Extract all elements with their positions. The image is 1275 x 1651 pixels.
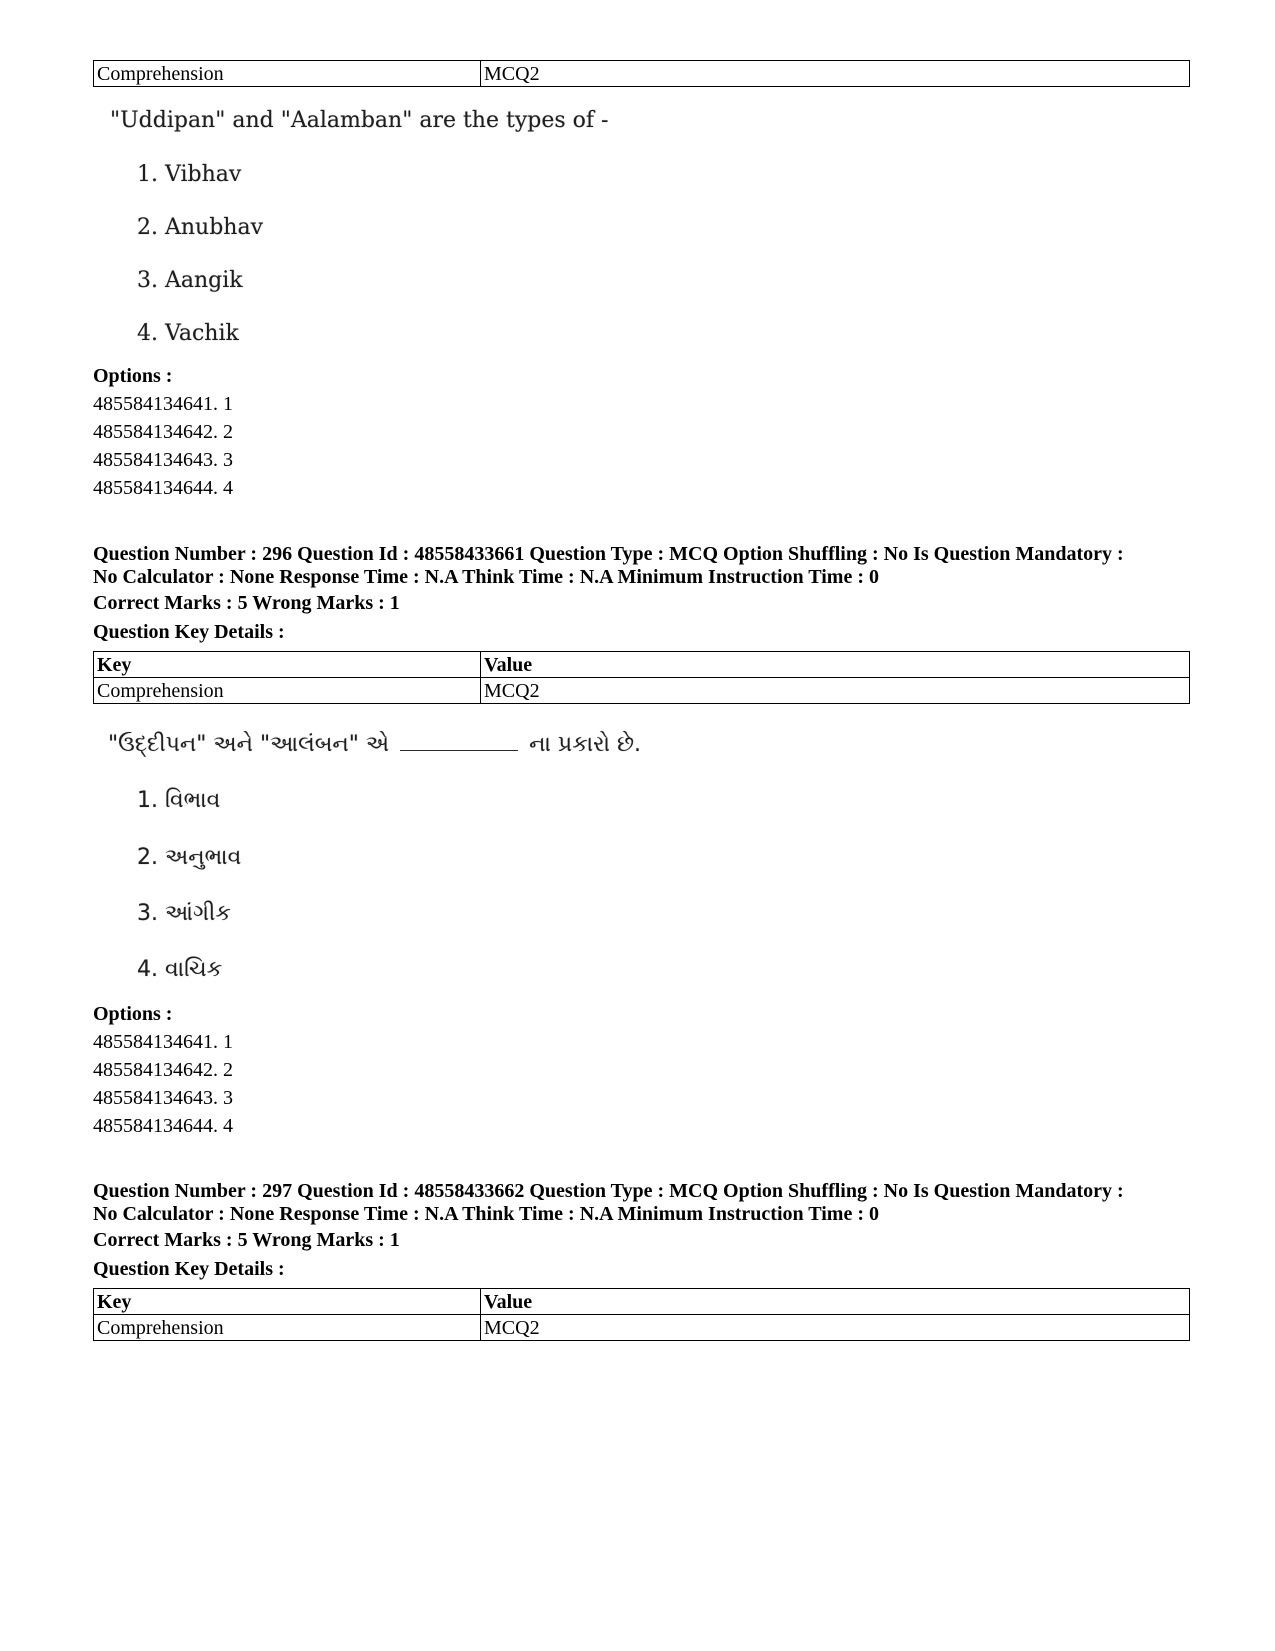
option-line: 485584134643. 3 (93, 1087, 233, 1109)
choice-item: 1. Vibhav (137, 162, 242, 187)
meta-line: Question Number : 297 Question Id : 48558433662 Question Type : MCQ Option Shuffling : No Is Question Mandatory : (93, 1180, 1124, 1202)
key-cell: Comprehension (94, 678, 481, 704)
question-part: "ઉદ્દીપન" અને "આલંબન" એ (108, 732, 390, 757)
key-details-table-top (93, 60, 1190, 87)
choice-item: 2. અનુભાવ (137, 845, 242, 870)
key-details-table-296 (93, 651, 1190, 704)
options-label: Options : (93, 1003, 173, 1025)
table-row (94, 61, 1190, 87)
key-cell: Comprehension (94, 61, 481, 87)
choice-item: 1. વિભાવ (137, 788, 221, 813)
question-text-english: "Uddipan" and "Aalamban" are the types of - (110, 108, 609, 133)
key-details-label: Question Key Details : (93, 1258, 285, 1280)
header-key: Key (94, 1289, 481, 1315)
key-details-table-297 (93, 1288, 1190, 1341)
option-line: 485584134644. 4 (93, 1115, 233, 1137)
meta-line: No Calculator : None Response Time : N.A Think Time : N.A Minimum Instruction Time : 0 (93, 1203, 879, 1225)
question-part: ના પ્રકારો છે. (529, 732, 641, 757)
choice-item: 4. વાચિક (137, 957, 223, 982)
table-header-row (94, 652, 1190, 678)
option-line: 485584134641. 1 (93, 1031, 233, 1053)
table-row (94, 1315, 1190, 1341)
table-header-row (94, 1289, 1190, 1315)
choice-item: 3. Aangik (137, 268, 243, 293)
options-label: Options : (93, 365, 173, 387)
key-details-label: Question Key Details : (93, 621, 285, 643)
header-key: Key (94, 652, 481, 678)
meta-line: Question Number : 296 Question Id : 48558433661 Question Type : MCQ Option Shuffling : No Is Question Mandatory : (93, 543, 1124, 565)
choice-item: 3. આંગીક (137, 901, 231, 926)
key-cell: Comprehension (94, 1315, 481, 1341)
fill-blank (400, 732, 518, 751)
question-text-gujarati (108, 732, 641, 757)
option-line: 485584134644. 4 (93, 477, 233, 499)
question-meta-296 (93, 543, 1203, 589)
option-line: 485584134642. 2 (93, 1059, 233, 1081)
marks-line: Correct Marks : 5 Wrong Marks : 1 (93, 592, 400, 614)
value-cell: MCQ2 (481, 1315, 1190, 1341)
option-line: 485584134643. 3 (93, 449, 233, 471)
marks-line: Correct Marks : 5 Wrong Marks : 1 (93, 1229, 400, 1251)
choice-item: 2. Anubhav (137, 215, 264, 240)
value-cell: MCQ2 (481, 61, 1190, 87)
table-row (94, 678, 1190, 704)
option-line: 485584134642. 2 (93, 421, 233, 443)
value-cell: MCQ2 (481, 678, 1190, 704)
question-meta-297 (93, 1180, 1203, 1226)
option-line: 485584134641. 1 (93, 393, 233, 415)
header-value: Value (481, 1289, 1190, 1315)
choice-item: 4. Vachik (137, 321, 239, 346)
meta-line: No Calculator : None Response Time : N.A Think Time : N.A Minimum Instruction Time : 0 (93, 566, 879, 588)
header-value: Value (481, 652, 1190, 678)
